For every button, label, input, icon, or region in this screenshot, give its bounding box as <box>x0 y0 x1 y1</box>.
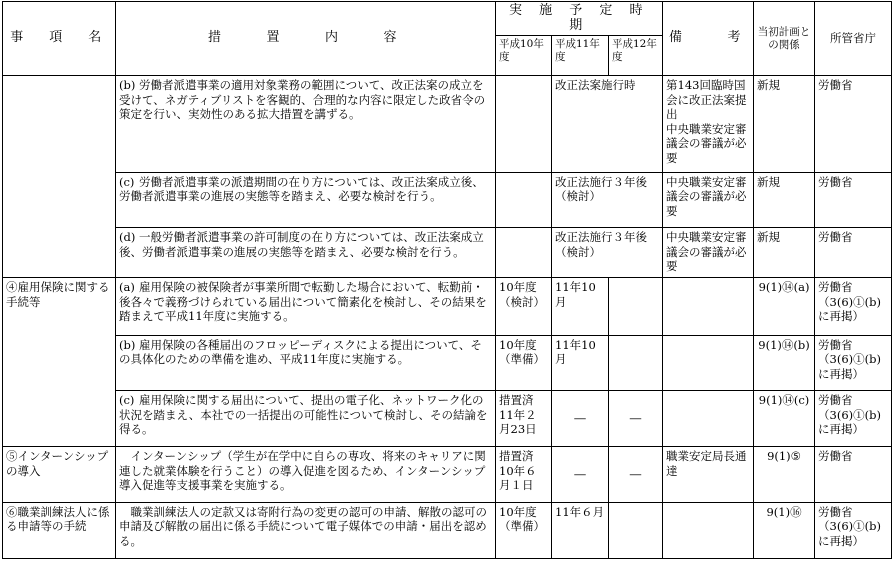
item-name-cell: ⑥職業訓練法人に係る申請等の手続 <box>3 502 116 558</box>
measure-text: 職業訓練法人の定款又は寄附行為の変更の認可の申請、解散の認可の申請及び解散の届出に係る手続について電子媒体での申請・届出を認める。 <box>116 502 496 558</box>
ministry-cell: 労働省（3(6)①(b)に再掲） <box>815 502 892 558</box>
relation-cell: 9(1)⑭(a) <box>754 278 815 335</box>
ministry-cell: 労働省（3(6)①(b)に再掲） <box>815 391 892 447</box>
schedule-h10: 10年度（準備） <box>496 335 552 390</box>
remarks-cell <box>663 278 754 335</box>
schedule-h11-h12: 改正法施行３年後（検討） <box>552 228 663 278</box>
header-measure-content: 措 置 内 容 <box>116 2 496 76</box>
table-row <box>3 335 892 390</box>
ministry-cell: 労働省 <box>815 447 892 502</box>
remarks-cell <box>663 502 754 558</box>
table-row <box>3 228 892 278</box>
measure-body: 労働者派遣事業の派遣期間の在り方については、改正法案成立後、労働者派遣事業の進展の実態等を踏まえ、必要な検討を行う。 <box>119 174 484 204</box>
ministry-cell: 労働省 <box>815 228 892 278</box>
schedule-h11: ― <box>552 391 609 447</box>
header-schedule: 実 施 予 定 時 期 <box>496 2 663 36</box>
measure-body: 雇用保険に関する届出について、提出の電子化、ネットワーク化の状況を踏まえ、本社での一括提出の可能性について検討し、その結論を得る。 <box>119 393 488 437</box>
regulation-reform-table <box>2 1 892 559</box>
schedule-h12 <box>609 335 663 390</box>
table-row <box>3 278 892 335</box>
measure-text <box>116 228 496 278</box>
remarks-cell: 中央職業安定審議会の審議が必要 <box>663 228 754 278</box>
relation-cell: 9(1)⑯ <box>754 502 815 558</box>
schedule-h10: 措置済11年２月23日 <box>496 391 552 447</box>
header-initial-plan-relation: 当初計画との関係 <box>754 2 815 76</box>
schedule-h12: ― <box>609 447 663 502</box>
schedule-h12: ― <box>609 391 663 447</box>
schedule-h11: 11年10月 <box>552 278 609 335</box>
sub-item-mark: (b) <box>119 337 136 352</box>
measure-body: 一般労働者派遣事業の許可制度の在り方については、改正法案成立後、労働者派遣事業の進展の実態等を踏まえ、必要な検討を行う。 <box>119 230 484 259</box>
item-name-cell <box>3 76 116 278</box>
ministry-cell: 労働省（3(6)①(b)に再掲） <box>815 335 892 390</box>
item-name-cell: ⑤インターンシップの導入 <box>3 447 116 502</box>
header-h10: 平成10年度 <box>496 36 552 76</box>
header-remarks: 備 考 <box>663 2 754 76</box>
sub-item-mark: (d) <box>119 230 136 245</box>
table-row <box>3 76 892 173</box>
measure-body: 労働者派遣事業の適用対象業務の範囲について、改正法案の成立を受けて、ネガティブリストを客観的、合理的な内容に限定した政省令の策定を行い、実効性のある拡大措置を講ずる。 <box>119 78 486 122</box>
measure-body: 雇用保険の各種届出のフロッピーディスクによる提出について、その具体化のための準備を進め、平成11年度に実施する。 <box>119 337 482 367</box>
header-h12: 平成12年度 <box>609 36 663 76</box>
schedule-h10: 措置済10年６月１日 <box>496 447 552 502</box>
table-row <box>3 172 892 227</box>
schedule-h10: 10年度（検討） <box>496 278 552 335</box>
relation-cell: 9(1)⑤ <box>754 447 815 502</box>
schedule-h11: ― <box>552 447 609 502</box>
schedule-h10: 10年度（準備） <box>496 502 552 558</box>
measure-text <box>116 278 496 335</box>
schedule-h12 <box>609 278 663 335</box>
schedule-h11: 11年６月 <box>552 502 609 558</box>
remarks-cell <box>663 391 754 447</box>
measure-text <box>116 391 496 447</box>
sub-item-mark: (c) <box>119 174 135 189</box>
sub-item-mark: (c) <box>119 393 135 408</box>
relation-cell: 9(1)⑭(b) <box>754 335 815 390</box>
sub-item-mark: (a) <box>119 280 135 295</box>
relation-cell: 新規 <box>754 172 815 227</box>
measure-body: 雇用保険の被保険者が事業所間で転勤した場合において、転勤前・後各々で義務づけられている届出について簡素化を検討し、その結果を踏まえて平成11年度に実施する。 <box>119 280 487 324</box>
relation-cell: 新規 <box>754 228 815 278</box>
measure-text <box>116 172 496 227</box>
header-ministry: 所管省庁 <box>815 2 892 76</box>
header-h11: 平成11年度 <box>552 36 609 76</box>
schedule-h11: 11年10月 <box>552 335 609 390</box>
relation-cell: 新規 <box>754 76 815 173</box>
remarks-cell <box>663 335 754 390</box>
remarks-cell: 職業安定局長通達 <box>663 447 754 502</box>
ministry-cell: 労働省（3(6)①(b)に再掲） <box>815 278 892 335</box>
item-name-cell: ④雇用保険に関する手続等 <box>3 278 116 447</box>
table-row <box>3 391 892 447</box>
schedule-h11-h12: 改正法案施行時 <box>552 76 663 173</box>
schedule-h10 <box>496 76 552 173</box>
measure-text <box>116 76 496 173</box>
schedule-h12 <box>609 502 663 558</box>
table-row <box>3 502 892 558</box>
relation-cell: 9(1)⑭(c) <box>754 391 815 447</box>
measure-text <box>116 335 496 390</box>
sub-item-mark: (b) <box>119 78 136 93</box>
header-item-name: 事 項 名 <box>3 2 116 76</box>
remarks-cell: 第143回臨時国会に改正法案提出 中央職業安定審議会の審議が必要 <box>663 76 754 173</box>
schedule-h11-h12: 改正法施行３年後（検討） <box>552 172 663 227</box>
measure-text: インターンシップ（学生が在学中に自らの専攻、将来のキャリアに関連した就業体験を行うこと）の導入促進を図るため、インターンシップ導入促進等支援事業を実施する。 <box>116 447 496 502</box>
remarks-cell: 中央職業安定審議会の審議が必要 <box>663 172 754 227</box>
schedule-h10 <box>496 228 552 278</box>
ministry-cell: 労働省 <box>815 172 892 227</box>
ministry-cell: 労働省 <box>815 76 892 173</box>
schedule-h10 <box>496 172 552 227</box>
table-row <box>3 447 892 502</box>
